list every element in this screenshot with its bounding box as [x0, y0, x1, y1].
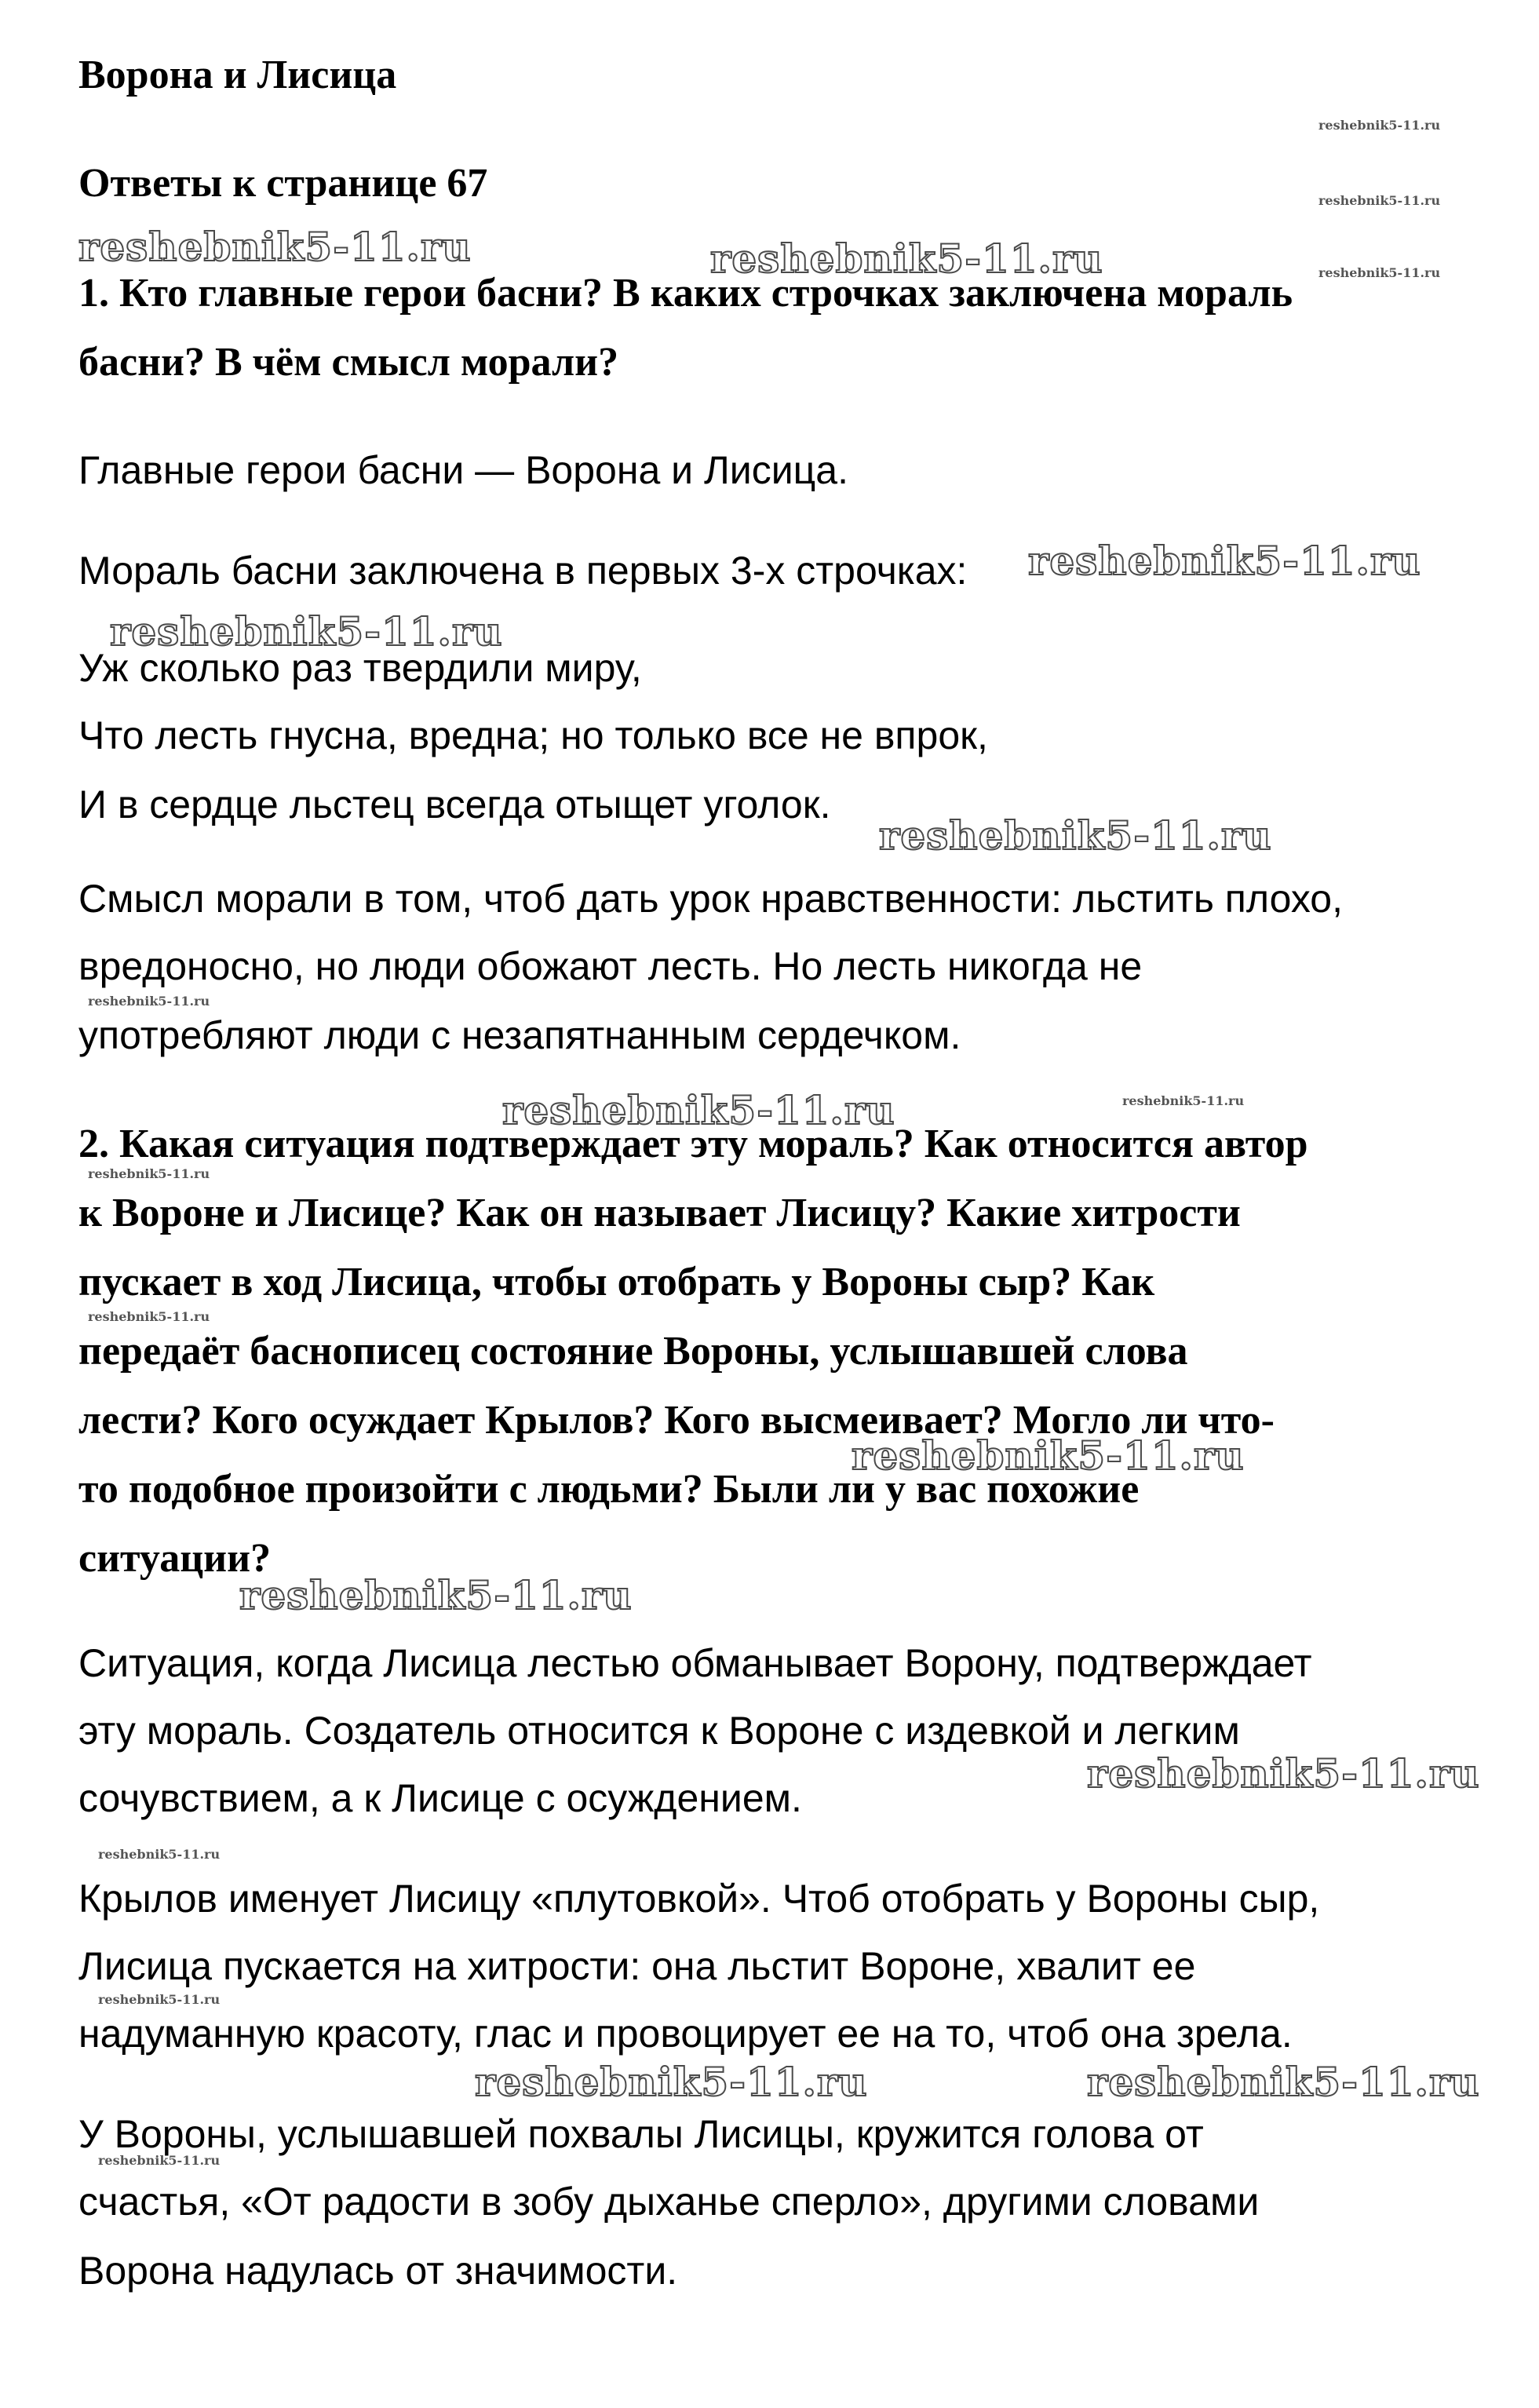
question-2-line: пускает в ход Лисица, чтобы отобрать у Вороны сыр? Как — [78, 1260, 1155, 1304]
question-1-line: 1. Кто главные герои басни? В каких строчках заключена мораль — [78, 271, 1293, 316]
watermark-small: reshebnik5-11.ru — [88, 994, 210, 1009]
answer-2-line: Лисица пускается на хитрости: она льстит Вороне, хвалит ее — [78, 1944, 1196, 1988]
answer-2-line: надуманную красоту, глас и провоцирует ее на то, чтоб она зрела. — [78, 2012, 1293, 2056]
watermark: reshebnik5-11.ru — [502, 1087, 895, 1133]
answer-1-moral-intro: Мораль басни заключена в первых 3-х строчках: — [78, 549, 968, 593]
watermark-small: reshebnik5-11.ru — [88, 1309, 210, 1324]
page-subtitle: Ответы к странице 67 — [78, 161, 488, 206]
watermark: reshebnik5-11.ru — [879, 812, 1272, 859]
answer-2-line: Крылов именует Лисицу «плутовкой». Чтоб отобрать у Вороны сыр, — [78, 1877, 1320, 1921]
question-1-line: басни? В чём смысл морали? — [78, 340, 619, 385]
answer-1-meaning-line: употребляют люди с незапятнанным сердечком. — [78, 1013, 961, 1057]
answer-2-line: Ворона надулась от значимости. — [78, 2249, 678, 2293]
question-2-line: передаёт баснописец состояние Вороны, услышавшей слова — [78, 1329, 1188, 1374]
watermark-small: reshebnik5-11.ru — [1318, 265, 1441, 280]
watermark: reshebnik5-11.ru — [1028, 538, 1421, 584]
watermark-small: reshebnik5-11.ru — [88, 1166, 210, 1181]
watermark: reshebnik5-11.ru — [78, 224, 472, 270]
question-2-line: ситуации? — [78, 1536, 272, 1581]
answer-2-line: эту мораль. Создатель относится к Вороне с издевкой и легким — [78, 1709, 1240, 1753]
answer-2-line: Ситуация, когда Лисица лестью обманывает Ворону, подтверждает — [78, 1641, 1312, 1685]
watermark: reshebnik5-11.ru — [710, 235, 1103, 282]
watermark: reshebnik5-11.ru — [1087, 1750, 1480, 1797]
answer-1-heroes: Главные герои басни — Ворона и Лисица. — [78, 448, 848, 492]
question-2-line: то подобное произойти с людьми? Были ли у вас похожие — [78, 1467, 1140, 1512]
question-2-line: к Вороне и Лисице? Как он называет Лисицу? Какие хитрости — [78, 1191, 1241, 1235]
watermark-small: reshebnik5-11.ru — [1122, 1093, 1245, 1108]
watermark: reshebnik5-11.ru — [475, 2059, 868, 2105]
question-2-line: лести? Кого осуждает Крылов? Кого высмеивает? Могло ли что- — [78, 1398, 1275, 1443]
watermark-small: reshebnik5-11.ru — [98, 1847, 221, 1862]
watermark-small: reshebnik5-11.ru — [1318, 118, 1441, 133]
verse-line: Что лесть гнусна, вредна; но только все не впрок, — [78, 713, 988, 757]
answer-1-meaning-line: Смысл морали в том, чтоб дать урок нравственности: льстить плохо, — [78, 877, 1343, 921]
verse-line: И в сердце льстец всегда отыщет уголок. — [78, 783, 831, 826]
verse-line: Уж сколько раз твердили миру, — [78, 646, 642, 690]
watermark: reshebnik5-11.ru — [1087, 2059, 1480, 2105]
watermark-small: reshebnik5-11.ru — [98, 1992, 221, 2007]
watermark-small: reshebnik5-11.ru — [98, 2153, 221, 2168]
question-2-line: 2. Какая ситуация подтверждает эту мораль? Как относится автор — [78, 1122, 1308, 1166]
page-title: Ворона и Лисица — [78, 53, 397, 97]
answer-2-line: сочувствием, а к Лисице с осуждением. — [78, 1776, 802, 1820]
watermark-small: reshebnik5-11.ru — [1318, 193, 1441, 208]
answer-2-line: счастья, «От радости в зобу дыханье сперло», другими словами — [78, 2180, 1260, 2224]
answer-1-meaning-line: вредоносно, но люди обожают лесть. Но лесть никогда не — [78, 944, 1143, 988]
answer-2-line: У Вороны, услышавшей похвалы Лисицы, кружится голова от — [78, 2112, 1204, 2156]
watermark: reshebnik5-11.ru — [110, 608, 503, 655]
watermark: reshebnik5-11.ru — [239, 1572, 633, 1618]
watermark: reshebnik5-11.ru — [852, 1432, 1245, 1479]
